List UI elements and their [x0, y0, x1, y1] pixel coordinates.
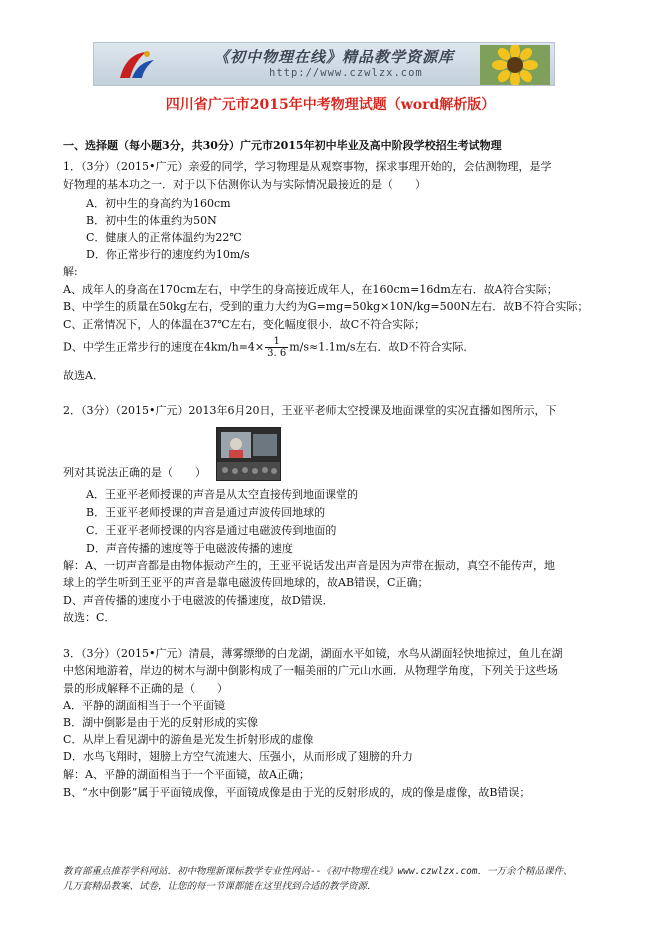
- q1-solution-label: 解:: [63, 265, 78, 278]
- fraction-numerator: 1: [265, 336, 288, 348]
- fraction-denominator: 3. 6: [267, 348, 287, 359]
- q1-solution-a: A、成年人的身高在170cm左右，中学生的身高接近成年人，在160cm=16dm左右．故A符合实际；: [63, 283, 558, 296]
- q3-stem-line-3: 景的形成解释不正确的是（ ）: [63, 682, 228, 695]
- q3-option-a: A．平静的湖面相当于一个平面镜: [63, 699, 225, 712]
- q2-option-a: A．王亚平老师授课的声音是从太空直接传到地面课堂的: [86, 488, 358, 501]
- classroom-photo: [216, 427, 281, 481]
- sunflower-icon: [480, 45, 550, 85]
- classroom-photo-image: [217, 428, 280, 480]
- q3-option-d: D．水鸟飞翔时，翅膀上方空气流速大、压强小，从而形成了翅膀的升力: [63, 750, 413, 763]
- footer-line-1: 教育部重点推荐学科网站．初中物理新课标教学专业性网站--《初中物理在线》www.czwlzx.com．一万余个精品课件、: [63, 866, 573, 877]
- q1-option-d: D．你正常步行的速度约为10m/s: [86, 248, 250, 261]
- footer-line-2: 几万套精品教案、试卷，让您的每一节课都能在这里找到合适的教学资源．: [63, 881, 377, 892]
- q2-stem-line-1: 2．（3分）（2015•广元）2013年6月20日，王亚平老师太空授课及地面课堂的实况直播如图所示，下: [63, 404, 557, 417]
- document-title: 四川省广元市2015年中考物理试题（word解析版）: [165, 97, 496, 113]
- banner-title: 《初中物理在线》精品教学资源库: [214, 48, 455, 66]
- q1-option-b: B．初中生的体重约为50N: [86, 214, 217, 227]
- banner-url: http://www.czwlzx.com: [269, 67, 423, 79]
- q1-answer: 故选A．: [63, 369, 104, 382]
- fraction: [265, 336, 288, 359]
- q1-stem-line-1: 1．（3分）（2015•广元）亲爱的同学，学习物理是从观察事物，探求事理开始的，会估测物理，是学: [63, 160, 552, 173]
- q2-option-d: D．声音传播的速度等于电磁波传播的速度: [86, 542, 293, 555]
- header-banner: [93, 42, 555, 86]
- q2-solution-1: 解：A、一切声音都是由物体振动产生的，王亚平说话发出声音是因为声带在振动，真空不能传声，地: [63, 559, 555, 572]
- q2-answer: 故选：C．: [63, 611, 116, 624]
- q2-option-c: C．王亚平老师授课的内容是通过电磁波传到地面的: [86, 524, 337, 537]
- site-logo-icon: [116, 48, 156, 82]
- q1-option-c: C．健康人的正常体温约为22℃: [86, 231, 242, 244]
- q1-option-a: A．初中生的身高约为160cm: [86, 197, 231, 210]
- q1-solution-d-before: D、中学生正常步行的速度在4km/h=4×: [63, 340, 265, 354]
- q1-solution-d: [63, 336, 474, 359]
- q3-stem-line-2: 中悠闲地游着，岸边的树木与湖中倒影构成了一幅美丽的广元山水画．从物理学角度，下列关于这些场: [63, 664, 558, 677]
- q3-solution-2: B、“水中倒影”属于平面镜成像，平面镜成像是由于光的反射形成的，成的像是虚像，故B错误；: [63, 786, 531, 799]
- q3-option-c: C．从岸上看见湖中的游鱼是光发生折射形成的虚像: [63, 733, 314, 746]
- q3-option-b: B．湖中倒影是由于光的反射形成的实像: [63, 716, 259, 729]
- q1-stem-line-2: 好物理的基本功之一．对于以下估测你认为与实际情况最接近的是（ ）: [63, 178, 426, 191]
- q1-solution-c: C、正常情况下，人的体温在37℃左右，变化幅度很小．故C不符合实际；: [63, 318, 426, 331]
- q3-solution-1: 解：A、平静的湖面相当于一个平面镜，故A正确；: [63, 768, 310, 781]
- q2-solution-2: 球上的学生听到王亚平的声音是靠电磁波传回地球的，故AB错误，C正确；: [63, 576, 429, 589]
- section-heading: 一、选择题（每小题3分，共30分）广元市2015年初中毕业及高中阶段学校招生考试物理: [63, 139, 502, 152]
- q3-stem-line-1: 3．（3分）（2015•广元）清晨，薄雾缥缈的白龙湖，湖面水平如镜，水鸟从湖面轻快地掠过，鱼儿在湖: [63, 647, 563, 660]
- q1-solution-d-after: m/s≈1.1m/s左右．故D不符合实际．: [289, 340, 475, 354]
- q2-stem-line-2: 列对其说法正确的是（ ）: [63, 466, 206, 479]
- q1-solution-b: B、中学生的质量在50kg左右，受到的重力大约为G=mg=50kg×10N/kg=500N左右．故B不符合实际；: [63, 300, 589, 313]
- q2-option-b: B．王亚平老师授课的声音是通过声波传回地球的: [86, 506, 326, 519]
- q2-solution-3: D、声音传播的速度小于电磁波的传播速度，故D错误．: [63, 594, 334, 607]
